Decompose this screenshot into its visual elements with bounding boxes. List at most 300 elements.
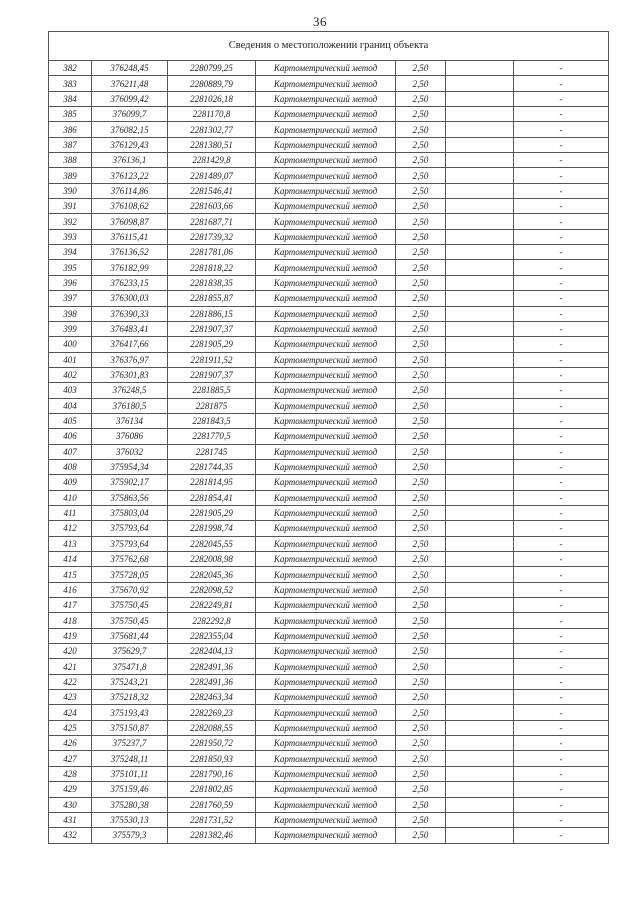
accuracy-cell: 2,50 (396, 183, 446, 198)
empty-cell (446, 490, 514, 505)
description-cell: - (514, 766, 609, 781)
description-cell: - (514, 153, 609, 168)
point-number-cell: 428 (49, 766, 92, 781)
x-coordinate-cell: 375530,13 (92, 812, 168, 827)
y-coordinate-cell: 2281855,87 (168, 291, 256, 306)
description-cell: - (514, 306, 609, 321)
x-coordinate-cell: 375750,45 (92, 598, 168, 613)
method-cell: Картометрический метод (256, 552, 396, 567)
method-cell: Картометрический метод (256, 705, 396, 720)
point-number-cell: 415 (49, 567, 92, 582)
description-cell: - (514, 736, 609, 751)
accuracy-cell: 2,50 (396, 275, 446, 290)
empty-cell (446, 628, 514, 643)
accuracy-cell: 2,50 (396, 306, 446, 321)
x-coordinate-cell: 375248,11 (92, 751, 168, 766)
accuracy-cell: 2,50 (396, 598, 446, 613)
y-coordinate-cell: 2281026,18 (168, 91, 256, 106)
point-number-cell: 401 (49, 352, 92, 367)
method-cell: Картометрический метод (256, 582, 396, 597)
empty-cell (446, 705, 514, 720)
method-cell: Картометрический метод (256, 720, 396, 735)
point-number-cell: 387 (49, 137, 92, 152)
point-number-cell: 393 (49, 229, 92, 244)
empty-cell (446, 413, 514, 428)
x-coordinate-cell: 376108,62 (92, 199, 168, 214)
accuracy-cell: 2,50 (396, 61, 446, 76)
point-number-cell: 386 (49, 122, 92, 137)
empty-cell (446, 398, 514, 413)
point-number-cell: 392 (49, 214, 92, 229)
accuracy-cell: 2,50 (396, 628, 446, 643)
x-coordinate-cell: 375793,64 (92, 521, 168, 536)
accuracy-cell: 2,50 (396, 444, 446, 459)
description-cell: - (514, 76, 609, 91)
method-cell: Картометрический метод (256, 766, 396, 781)
accuracy-cell: 2,50 (396, 214, 446, 229)
description-cell: - (514, 122, 609, 137)
point-number-cell: 400 (49, 337, 92, 352)
table-row (49, 107, 609, 122)
accuracy-cell: 2,50 (396, 367, 446, 382)
description-cell: - (514, 720, 609, 735)
method-cell: Картометрический метод (256, 674, 396, 689)
description-cell: - (514, 107, 609, 122)
accuracy-cell: 2,50 (396, 352, 446, 367)
point-number-cell: 419 (49, 628, 92, 643)
y-coordinate-cell: 2281850,93 (168, 751, 256, 766)
accuracy-cell: 2,50 (396, 199, 446, 214)
x-coordinate-cell: 376182,99 (92, 260, 168, 275)
description-cell: - (514, 705, 609, 720)
method-cell: Картометрический метод (256, 337, 396, 352)
description-cell: - (514, 183, 609, 198)
empty-cell (446, 245, 514, 260)
empty-cell (446, 690, 514, 705)
description-cell: - (514, 275, 609, 290)
description-cell: - (514, 690, 609, 705)
y-coordinate-cell: 2281854,41 (168, 490, 256, 505)
point-number-cell: 416 (49, 582, 92, 597)
method-cell: Картометрический метод (256, 475, 396, 490)
y-coordinate-cell: 2281489,07 (168, 168, 256, 183)
method-cell: Картометрический метод (256, 644, 396, 659)
method-cell: Картометрический метод (256, 367, 396, 382)
accuracy-cell: 2,50 (396, 337, 446, 352)
point-number-cell: 383 (49, 76, 92, 91)
description-cell: - (514, 413, 609, 428)
method-cell: Картометрический метод (256, 260, 396, 275)
x-coordinate-cell: 375159,46 (92, 782, 168, 797)
empty-cell (446, 444, 514, 459)
empty-cell (446, 122, 514, 137)
y-coordinate-cell: 2281814,95 (168, 475, 256, 490)
empty-cell (446, 674, 514, 689)
point-number-cell: 382 (49, 61, 92, 76)
empty-cell (446, 475, 514, 490)
point-number-cell: 397 (49, 291, 92, 306)
table-row (49, 383, 609, 398)
table-row (49, 153, 609, 168)
table-row (49, 582, 609, 597)
y-coordinate-cell: 2281790,16 (168, 766, 256, 781)
accuracy-cell: 2,50 (396, 567, 446, 582)
table-row (49, 352, 609, 367)
empty-cell (446, 199, 514, 214)
method-cell: Картометрический метод (256, 751, 396, 766)
x-coordinate-cell: 375629,7 (92, 644, 168, 659)
table-row (49, 490, 609, 505)
y-coordinate-cell: 2282404,13 (168, 644, 256, 659)
point-number-cell: 432 (49, 828, 92, 843)
x-coordinate-cell: 375902,17 (92, 475, 168, 490)
y-coordinate-cell: 2281687,71 (168, 214, 256, 229)
accuracy-cell: 2,50 (396, 521, 446, 536)
empty-cell (446, 552, 514, 567)
method-cell: Картометрический метод (256, 153, 396, 168)
description-cell: - (514, 383, 609, 398)
method-cell: Картометрический метод (256, 567, 396, 582)
empty-cell (446, 720, 514, 735)
empty-cell (446, 828, 514, 843)
description-cell: - (514, 567, 609, 582)
y-coordinate-cell: 2282269,23 (168, 705, 256, 720)
boundary-table (48, 31, 609, 844)
point-number-cell: 413 (49, 536, 92, 551)
table-row (49, 644, 609, 659)
point-number-cell: 408 (49, 459, 92, 474)
y-coordinate-cell: 2281429,8 (168, 153, 256, 168)
description-cell: - (514, 828, 609, 843)
description-cell: - (514, 229, 609, 244)
accuracy-cell: 2,50 (396, 812, 446, 827)
point-number-cell: 405 (49, 413, 92, 428)
table-row (49, 183, 609, 198)
point-number-cell: 403 (49, 383, 92, 398)
method-cell: Картометрический метод (256, 245, 396, 260)
point-number-cell: 423 (49, 690, 92, 705)
y-coordinate-cell: 2281745 (168, 444, 256, 459)
y-coordinate-cell: 2281380,51 (168, 137, 256, 152)
accuracy-cell: 2,50 (396, 690, 446, 705)
method-cell: Картометрический метод (256, 137, 396, 152)
description-cell: - (514, 168, 609, 183)
method-cell: Картометрический метод (256, 690, 396, 705)
empty-cell (446, 61, 514, 76)
x-coordinate-cell: 376300,03 (92, 291, 168, 306)
method-cell: Картометрический метод (256, 229, 396, 244)
method-cell: Картометрический метод (256, 812, 396, 827)
x-coordinate-cell: 376098,87 (92, 214, 168, 229)
point-number-cell: 395 (49, 260, 92, 275)
table-row (49, 797, 609, 812)
empty-cell (446, 306, 514, 321)
table-row (49, 76, 609, 91)
x-coordinate-cell: 376114,86 (92, 183, 168, 198)
table-row (49, 659, 609, 674)
method-cell: Картометрический метод (256, 214, 396, 229)
point-number-cell: 425 (49, 720, 92, 735)
accuracy-cell: 2,50 (396, 505, 446, 520)
x-coordinate-cell: 375471,8 (92, 659, 168, 674)
x-coordinate-cell: 375243,21 (92, 674, 168, 689)
table-row (49, 444, 609, 459)
empty-cell (446, 183, 514, 198)
accuracy-cell: 2,50 (396, 168, 446, 183)
description-cell: - (514, 321, 609, 336)
accuracy-cell: 2,50 (396, 260, 446, 275)
table-row (49, 413, 609, 428)
empty-cell (446, 536, 514, 551)
x-coordinate-cell: 375218,32 (92, 690, 168, 705)
point-number-cell: 427 (49, 751, 92, 766)
accuracy-cell: 2,50 (396, 736, 446, 751)
method-cell: Картометрический метод (256, 828, 396, 843)
boundary-table-container (48, 31, 608, 844)
table-row (49, 598, 609, 613)
empty-cell (446, 352, 514, 367)
y-coordinate-cell: 2281998,74 (168, 521, 256, 536)
table-row (49, 367, 609, 382)
accuracy-cell: 2,50 (396, 751, 446, 766)
description-cell: - (514, 367, 609, 382)
point-number-cell: 431 (49, 812, 92, 827)
empty-cell (446, 598, 514, 613)
empty-cell (446, 812, 514, 827)
table-row (49, 199, 609, 214)
table-row (49, 337, 609, 352)
table-row (49, 260, 609, 275)
description-cell: - (514, 337, 609, 352)
accuracy-cell: 2,50 (396, 582, 446, 597)
description-cell: - (514, 199, 609, 214)
table-row (49, 690, 609, 705)
accuracy-cell: 2,50 (396, 122, 446, 137)
table-row (49, 122, 609, 137)
x-coordinate-cell: 375803,04 (92, 505, 168, 520)
table-row (49, 674, 609, 689)
method-cell: Картометрический метод (256, 91, 396, 106)
description-cell: - (514, 490, 609, 505)
y-coordinate-cell: 2281739,32 (168, 229, 256, 244)
x-coordinate-cell: 375101,11 (92, 766, 168, 781)
accuracy-cell: 2,50 (396, 429, 446, 444)
point-number-cell: 394 (49, 245, 92, 260)
empty-cell (446, 321, 514, 336)
empty-cell (446, 505, 514, 520)
y-coordinate-cell: 2281603,66 (168, 199, 256, 214)
x-coordinate-cell: 376123,22 (92, 168, 168, 183)
point-number-cell: 391 (49, 199, 92, 214)
empty-cell (446, 153, 514, 168)
point-number-cell: 384 (49, 91, 92, 106)
x-coordinate-cell: 376099,7 (92, 107, 168, 122)
table-row (49, 766, 609, 781)
empty-cell (446, 383, 514, 398)
point-number-cell: 407 (49, 444, 92, 459)
x-coordinate-cell: 376248,45 (92, 61, 168, 76)
empty-cell (446, 91, 514, 106)
empty-cell (446, 582, 514, 597)
table-row (49, 521, 609, 536)
empty-cell (446, 137, 514, 152)
point-number-cell: 402 (49, 367, 92, 382)
point-number-cell: 417 (49, 598, 92, 613)
y-coordinate-cell: 2282463,34 (168, 690, 256, 705)
x-coordinate-cell: 376390,33 (92, 306, 168, 321)
description-cell: - (514, 260, 609, 275)
y-coordinate-cell: 2280799,25 (168, 61, 256, 76)
description-cell: - (514, 291, 609, 306)
empty-cell (446, 367, 514, 382)
empty-cell (446, 736, 514, 751)
point-number-cell: 420 (49, 644, 92, 659)
method-cell: Картометрический метод (256, 168, 396, 183)
x-coordinate-cell: 376099,42 (92, 91, 168, 106)
table-row (49, 736, 609, 751)
x-coordinate-cell: 375954,34 (92, 459, 168, 474)
description-cell: - (514, 214, 609, 229)
x-coordinate-cell: 376082,15 (92, 122, 168, 137)
y-coordinate-cell: 2281731,52 (168, 812, 256, 827)
description-cell: - (514, 398, 609, 413)
description-cell: - (514, 137, 609, 152)
y-coordinate-cell: 2282045,55 (168, 536, 256, 551)
empty-cell (446, 521, 514, 536)
table-row (49, 782, 609, 797)
point-number-cell: 399 (49, 321, 92, 336)
point-number-cell: 389 (49, 168, 92, 183)
empty-cell (446, 429, 514, 444)
point-number-cell: 421 (49, 659, 92, 674)
table-row (49, 229, 609, 244)
method-cell: Картометрический метод (256, 736, 396, 751)
description-cell: - (514, 352, 609, 367)
point-number-cell: 409 (49, 475, 92, 490)
y-coordinate-cell: 2281886,15 (168, 306, 256, 321)
point-number-cell: 418 (49, 613, 92, 628)
y-coordinate-cell: 2281781,06 (168, 245, 256, 260)
accuracy-cell: 2,50 (396, 552, 446, 567)
x-coordinate-cell: 376180,5 (92, 398, 168, 413)
accuracy-cell: 2,50 (396, 644, 446, 659)
table-row (49, 536, 609, 551)
accuracy-cell: 2,50 (396, 475, 446, 490)
method-cell: Картометрический метод (256, 413, 396, 428)
description-cell: - (514, 475, 609, 490)
empty-cell (446, 751, 514, 766)
empty-cell (446, 214, 514, 229)
empty-cell (446, 766, 514, 781)
description-cell: - (514, 613, 609, 628)
description-cell: - (514, 245, 609, 260)
y-coordinate-cell: 2281170,8 (168, 107, 256, 122)
empty-cell (446, 168, 514, 183)
x-coordinate-cell: 376136,1 (92, 153, 168, 168)
y-coordinate-cell: 2282355,04 (168, 628, 256, 643)
accuracy-cell: 2,50 (396, 674, 446, 689)
description-cell: - (514, 429, 609, 444)
accuracy-cell: 2,50 (396, 398, 446, 413)
description-cell: - (514, 751, 609, 766)
x-coordinate-cell: 376233,15 (92, 275, 168, 290)
x-coordinate-cell: 375762,68 (92, 552, 168, 567)
method-cell: Картометрический метод (256, 613, 396, 628)
y-coordinate-cell: 2281838,35 (168, 275, 256, 290)
accuracy-cell: 2,50 (396, 782, 446, 797)
accuracy-cell: 2,50 (396, 107, 446, 122)
table-row (49, 475, 609, 490)
accuracy-cell: 2,50 (396, 383, 446, 398)
method-cell: Картометрический метод (256, 429, 396, 444)
description-cell: - (514, 598, 609, 613)
empty-cell (446, 275, 514, 290)
method-cell: Картометрический метод (256, 122, 396, 137)
accuracy-cell: 2,50 (396, 229, 446, 244)
y-coordinate-cell: 2282491,36 (168, 659, 256, 674)
accuracy-cell: 2,50 (396, 291, 446, 306)
empty-cell (446, 76, 514, 91)
accuracy-cell: 2,50 (396, 766, 446, 781)
point-number-cell: 390 (49, 183, 92, 198)
method-cell: Картометрический метод (256, 490, 396, 505)
accuracy-cell: 2,50 (396, 828, 446, 843)
point-number-cell: 404 (49, 398, 92, 413)
x-coordinate-cell: 376301,83 (92, 367, 168, 382)
y-coordinate-cell: 2281770,5 (168, 429, 256, 444)
x-coordinate-cell: 375280,38 (92, 797, 168, 812)
point-number-cell: 412 (49, 521, 92, 536)
x-coordinate-cell: 376032 (92, 444, 168, 459)
y-coordinate-cell: 2282045,36 (168, 567, 256, 582)
y-coordinate-cell: 2282088,55 (168, 720, 256, 735)
empty-cell (446, 291, 514, 306)
table-row (49, 505, 609, 520)
empty-cell (446, 613, 514, 628)
x-coordinate-cell: 376136,52 (92, 245, 168, 260)
accuracy-cell: 2,50 (396, 536, 446, 551)
y-coordinate-cell: 2281760,59 (168, 797, 256, 812)
accuracy-cell: 2,50 (396, 613, 446, 628)
table-row (49, 613, 609, 628)
method-cell: Картометрический метод (256, 291, 396, 306)
x-coordinate-cell: 376417,66 (92, 337, 168, 352)
x-coordinate-cell: 375863,56 (92, 490, 168, 505)
table-row (49, 459, 609, 474)
x-coordinate-cell: 375750,45 (92, 613, 168, 628)
description-cell: - (514, 797, 609, 812)
description-cell: - (514, 521, 609, 536)
table-row (49, 137, 609, 152)
x-coordinate-cell: 375670,92 (92, 582, 168, 597)
table-row (49, 275, 609, 290)
x-coordinate-cell: 375193,43 (92, 705, 168, 720)
y-coordinate-cell: 2281905,29 (168, 337, 256, 352)
accuracy-cell: 2,50 (396, 413, 446, 428)
method-cell: Картометрический метод (256, 199, 396, 214)
method-cell: Картометрический метод (256, 659, 396, 674)
method-cell: Картометрический метод (256, 444, 396, 459)
x-coordinate-cell: 376376,97 (92, 352, 168, 367)
table-row (49, 245, 609, 260)
accuracy-cell: 2,50 (396, 797, 446, 812)
description-cell: - (514, 552, 609, 567)
accuracy-cell: 2,50 (396, 91, 446, 106)
y-coordinate-cell: 2282098,52 (168, 582, 256, 597)
y-coordinate-cell: 2282292,8 (168, 613, 256, 628)
point-number-cell: 410 (49, 490, 92, 505)
x-coordinate-cell: 375793,64 (92, 536, 168, 551)
